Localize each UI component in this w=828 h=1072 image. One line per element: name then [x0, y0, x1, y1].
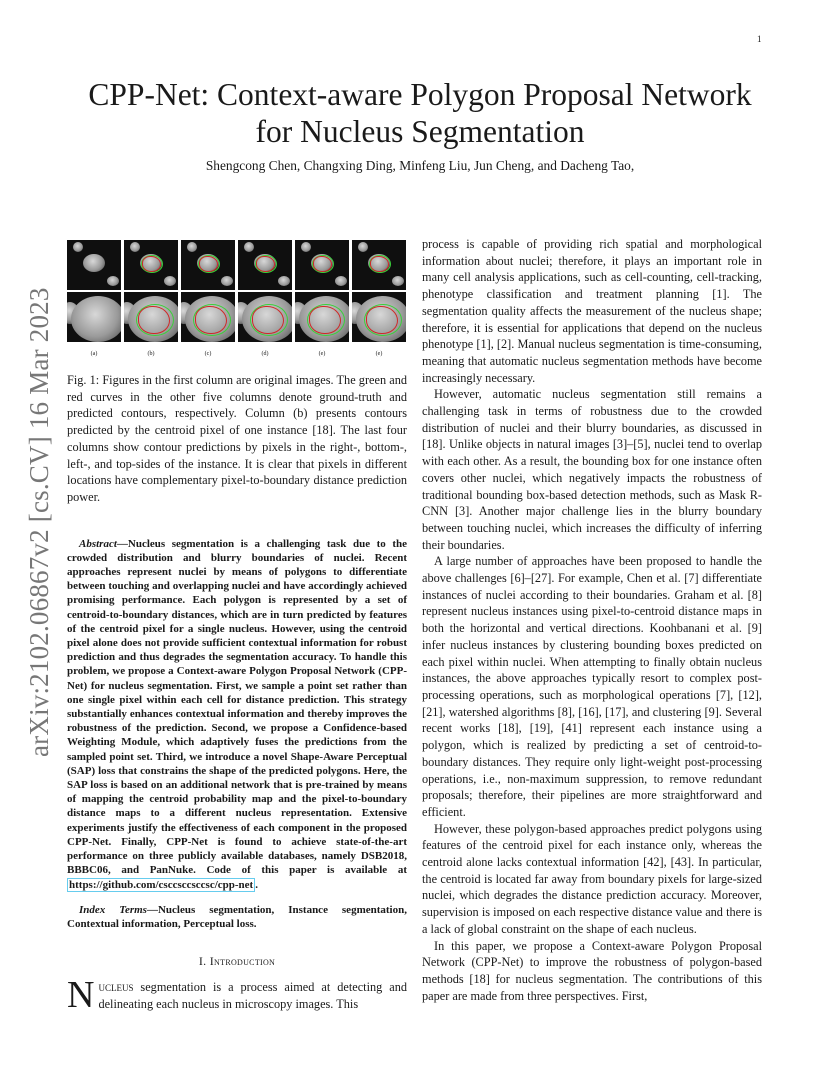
- figure-sublabel: (b): [147, 351, 155, 357]
- index-terms-label: Index Terms: [79, 903, 147, 916]
- figure-caption: Fig. 1: Figures in the first column are original images. The green and red curves in the other five columns denote ground-truth and predicted contours, respectively. Column (b) presents contours predicted by the centroid pixel of one instance [18]. The last four columns show contour predictions by pixels in the right-, bottom-, left-, and top-sides of the instance. It is clear that pixels in different locations have complementary pixel-to-boundary distance prediction power.: [67, 373, 407, 504]
- index-terms-text: —Nucleus segmentation, Instance segmentation, Contextual information, Perceptual loss.: [67, 903, 407, 930]
- figure-row-top: [67, 240, 406, 290]
- figure-tile: [67, 240, 121, 290]
- figure-tile: [181, 240, 235, 290]
- body-paragraph: process is capable of providing rich spatial and morphological information about nuclei; therefore, it plays an important role in many cell analysis applications, such as cell-counting, cell-tracking, phenotype classification and treatment planning [1]. The segmentation quality affects the measurement of the nucleus shape; therefore, it is essential for applications that depend on the nucleus phenotype [1], [2]. Manual nucleus segmentation is time-consuming, meaning that automatic nucleus segmentation methods have become increasingly necessary.: [422, 237, 762, 385]
- figure-tile: [295, 240, 349, 290]
- figure-tile: [124, 292, 178, 342]
- figure-sublabel: (d): [261, 351, 269, 357]
- abstract-label: Abstract: [79, 537, 117, 550]
- figure-sublabel: (a): [90, 351, 98, 357]
- figure-tile: [295, 292, 349, 342]
- figure-1: [67, 236, 407, 362]
- abstract-text: —Nucleus segmentation is a challenging task due to the crowded distribution and blurry boundaries of nuclei. Recent approaches represent nuclei by means of polygons to differentiate between touching and overlapping nuclei and have accordingly achieved promising performance. Each polygon is represented by a set of centroid-to-boundary distances, which are in turn predicted by features of the centroid pixel for a single nucleus. However, using the centroid pixel alone does not provide sufficient contextual information for robust prediction and thus degrades the segmentation accuracy. To handle this problem, we propose a Context-aware Polygon Proposal Network (CPP-Net) for nucleus segmentation. First, we sample a point set rather than one single pixel within each cell for distance prediction. This strategy substantially enhances contextual information and thereby improves the robustness of the prediction. Second, we propose a Confidence-based Weighting Module, which adaptively fuses the predictions from the sampled point set. Third, we introduce a novel Shape-Aware Perceptual (SAP) loss that constrains the shape of the predicted polygons. Here, the SAP loss is based on an additional network that is pre-trained by means of mapping the centroid probability map and the pixel-to-boundary distance maps to a different nucleus representation. Extensive experiments justify the effectiveness of each component in the proposed CPP-Net. Finally, CPP-Net is found to achieve state-of-the-art performance on three publicly available databases, namely DSB2018, BBBC06, and PanNuke. Code of this paper is available at: [67, 537, 407, 877]
- figure-tile: [181, 292, 235, 342]
- title-line-1: CPP-Net: Context-aware Polygon Proposal Network: [88, 77, 752, 112]
- figure-sublabel: (e): [375, 351, 383, 357]
- paper-title: [40, 76, 800, 150]
- intro-paragraph: [67, 973, 407, 1016]
- index-terms: [67, 903, 407, 931]
- figure-sublabels: [67, 350, 406, 358]
- title-line-2: for Nucleus Segmentation: [255, 114, 585, 149]
- figure-sublabel: (c): [204, 351, 212, 357]
- right-column: [422, 236, 762, 1004]
- body-paragraph: A large number of approaches have been proposed to handle the above challenges [6]–[27]. For example, Chen et al. [7] differentiate instances of nuclei according to their boundaries. Graham et al. [8] represent nucleus instances using pixel-to-centroid distance maps in both the horizontal and vertical directions. Koohbanani et al. [9] infer nucleus instances by clustering bounding boxes predicted on each pixel within nuclei. When attempting to finally obtain nucleus instances, the above approaches typically resort to complex post-processing operations, such as morphological operations [7], [12], [21], watershed algorithms [8], [16], [17], and clustering [9]. Several recent works [18], [19], [41] represent each instance using a polygon, which is realized by predicting a set of centroid-to-boundary distances. They require only light-weight post-processing operations, i.e., non-maximum suppression, to remove redundant proposals; therefore, their pipelines are more straightforward and efficient.: [422, 554, 762, 819]
- figure-tile: [124, 240, 178, 290]
- figure-tile: [352, 240, 406, 290]
- abstract: [67, 537, 407, 892]
- drop-cap: N: [67, 973, 95, 1016]
- body-paragraph: However, automatic nucleus segmentation still remains a challenging task in terms of robustness due to the crowded distribution of nuclei and their blurry boundaries, as discussed in [18]. Unlike objects in natural images [3]–[5], nuclei tend to overlap with each other. As a result, the bounding box for one instance often covers other nuclei, which negatively impacts the robustness of traditional bounding box-based detection methods, such as Mask R-CNN [3]. Another major challenge lies in the blurry boundary between touching nuclei, which increases the difficulty of inferring their boundaries.: [422, 387, 762, 552]
- figure-tile: [352, 292, 406, 342]
- intro-text: segmentation is a process aimed at detecting and delineating each nucleus in microscopy images. This: [98, 979, 407, 1011]
- section-heading: I. Introduction: [198, 954, 276, 969]
- figure-row-bottom: [67, 292, 406, 342]
- figure-sublabel: (e): [318, 351, 326, 357]
- author-list: Shengcong Chen, Changxing Ding, Minfeng Liu, Jun Cheng, and Dacheng Tao,: [205, 158, 635, 173]
- code-link[interactable]: https://github.com/csccsccsccsc/cpp-net: [69, 878, 254, 891]
- arxiv-stamp: arXiv:2102.06867v2 [cs.CV] 16 Mar 2023: [24, 287, 54, 757]
- body-paragraph: However, these polygon-based approaches predict polygons using features of the centroid pixel for each instance only, whereas the centroid alone lacks contextual information [42], [43]. In particular, the centroid is located far away from boundary pixels for large-sized nuclei, which degrades the distance prediction accuracy. Moreover, supervision is imposed on each respective distance value and there is a lack of global constraint on the shape of each nucleus.: [422, 821, 762, 936]
- figure-tile: [67, 292, 121, 342]
- figure-tile: [238, 240, 292, 290]
- figure-tile: [238, 292, 292, 342]
- body-paragraph: In this paper, we propose a Context-aware Polygon Proposal Network (CPP-Net) to improve the robustness of polygon-based methods [18] for nucleus segmentation. The contributions of this paper are made from three perspectives. First,: [422, 938, 762, 1003]
- page-number: 1: [757, 34, 762, 44]
- intro-first-word: ucleus: [98, 979, 134, 994]
- abstract-end: .: [255, 878, 258, 891]
- left-column: [67, 236, 407, 1016]
